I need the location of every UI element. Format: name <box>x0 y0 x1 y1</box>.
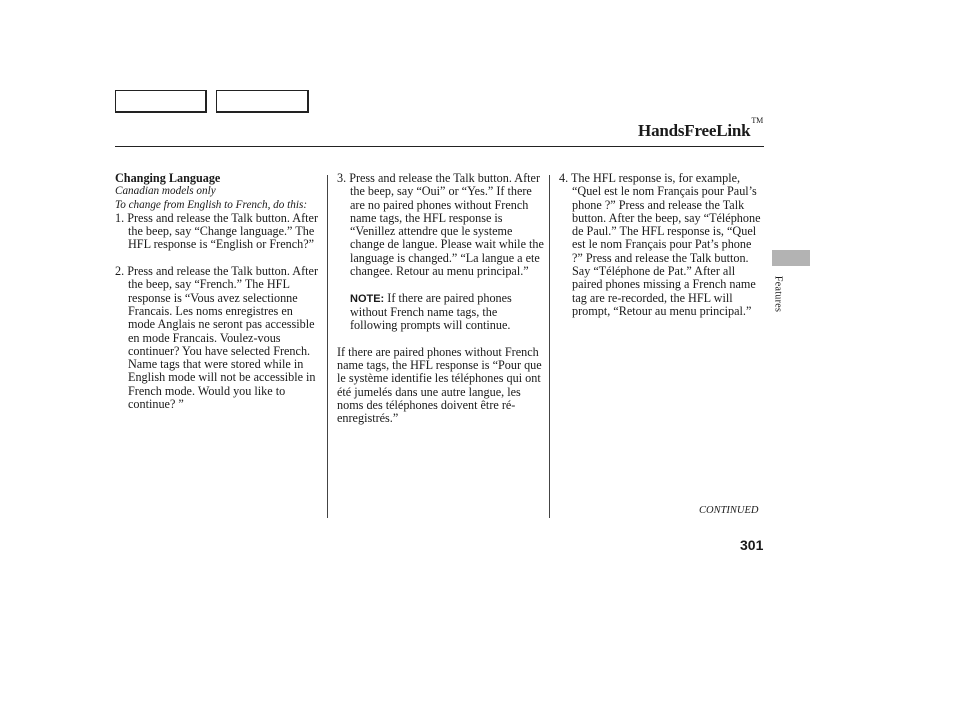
trademark-mark: TM <box>751 116 763 126</box>
section-intro: To change from English to French, do this: <box>115 198 308 211</box>
section-heading: Changing Language <box>115 171 221 185</box>
paragraph: If there are paired phones without French name tags, the HFL response is “Pour que le système identifie les téléphones qui ont été jumelés dans une autre langue, les noms des téléphones doivent être ré-enregistrés.” <box>337 344 542 426</box>
page-title <box>638 116 763 141</box>
nav-box-previous[interactable] <box>115 90 207 113</box>
step-4: 4. The HFL response is, for example, “Quel est le nom Français pour Paul’s phone ?” Press and release the Talk button. After the beep, say “Téléphone de Paul.” The HFL response is, “Quel est le nom Français pour Pat’s phone ?” Press and release the Talk button. Say “Téléphone de Pat.” After all paired phones missing a French name tag are re-recorded, the HFL will prompt, “Retour au menu principal.” <box>559 171 761 318</box>
spacer <box>337 333 545 346</box>
spacer <box>115 252 322 265</box>
step-1: 1. Press and release the Talk button. After the beep, say “Change language.” The HFL response is “English or French?” <box>115 210 319 252</box>
header-rule <box>115 146 764 147</box>
column-3 <box>559 172 764 318</box>
step-3: 3. Press and release the Talk button. After the beep, say “Oui” or “Yes.” If there are no paired phones without French name tags, the HFL response is “Venillez attendre que le systeme change de langue. Please wait while the language is changed.” “La langue a ete changee. Retour au menu principal.” <box>337 171 544 279</box>
column-divider-1 <box>327 175 328 518</box>
note-text: If there are paired phones without French name tags, the following prompts will continue. <box>350 290 512 333</box>
page-title-text: HandsFreeLink <box>638 121 751 140</box>
step-2: 2. Press and release the Talk button. After the beep, say “French.” The HFL response is “Vous avez selectionne Francais. Les noms enregistres en mode Anglais ne seront pas accessible en mode Francais. Voulez-vous continuer? You have selected French. Name tags that were stored while in English mode will not be accessible in French mode. Would you like to continue? ” <box>115 264 319 412</box>
column-2 <box>337 172 545 426</box>
column-divider-2 <box>549 175 550 518</box>
page-number: 301 <box>740 537 764 553</box>
spacer <box>337 278 545 291</box>
section-tab-marker <box>772 250 810 266</box>
note-label: NOTE: <box>350 292 385 305</box>
section-subheading: Canadian models only <box>115 185 216 198</box>
note-block <box>337 292 545 333</box>
continued-label: CONTINUED <box>699 505 759 516</box>
nav-box-next[interactable] <box>216 90 309 113</box>
side-section-label: Features <box>772 275 784 313</box>
column-1 <box>115 172 322 411</box>
